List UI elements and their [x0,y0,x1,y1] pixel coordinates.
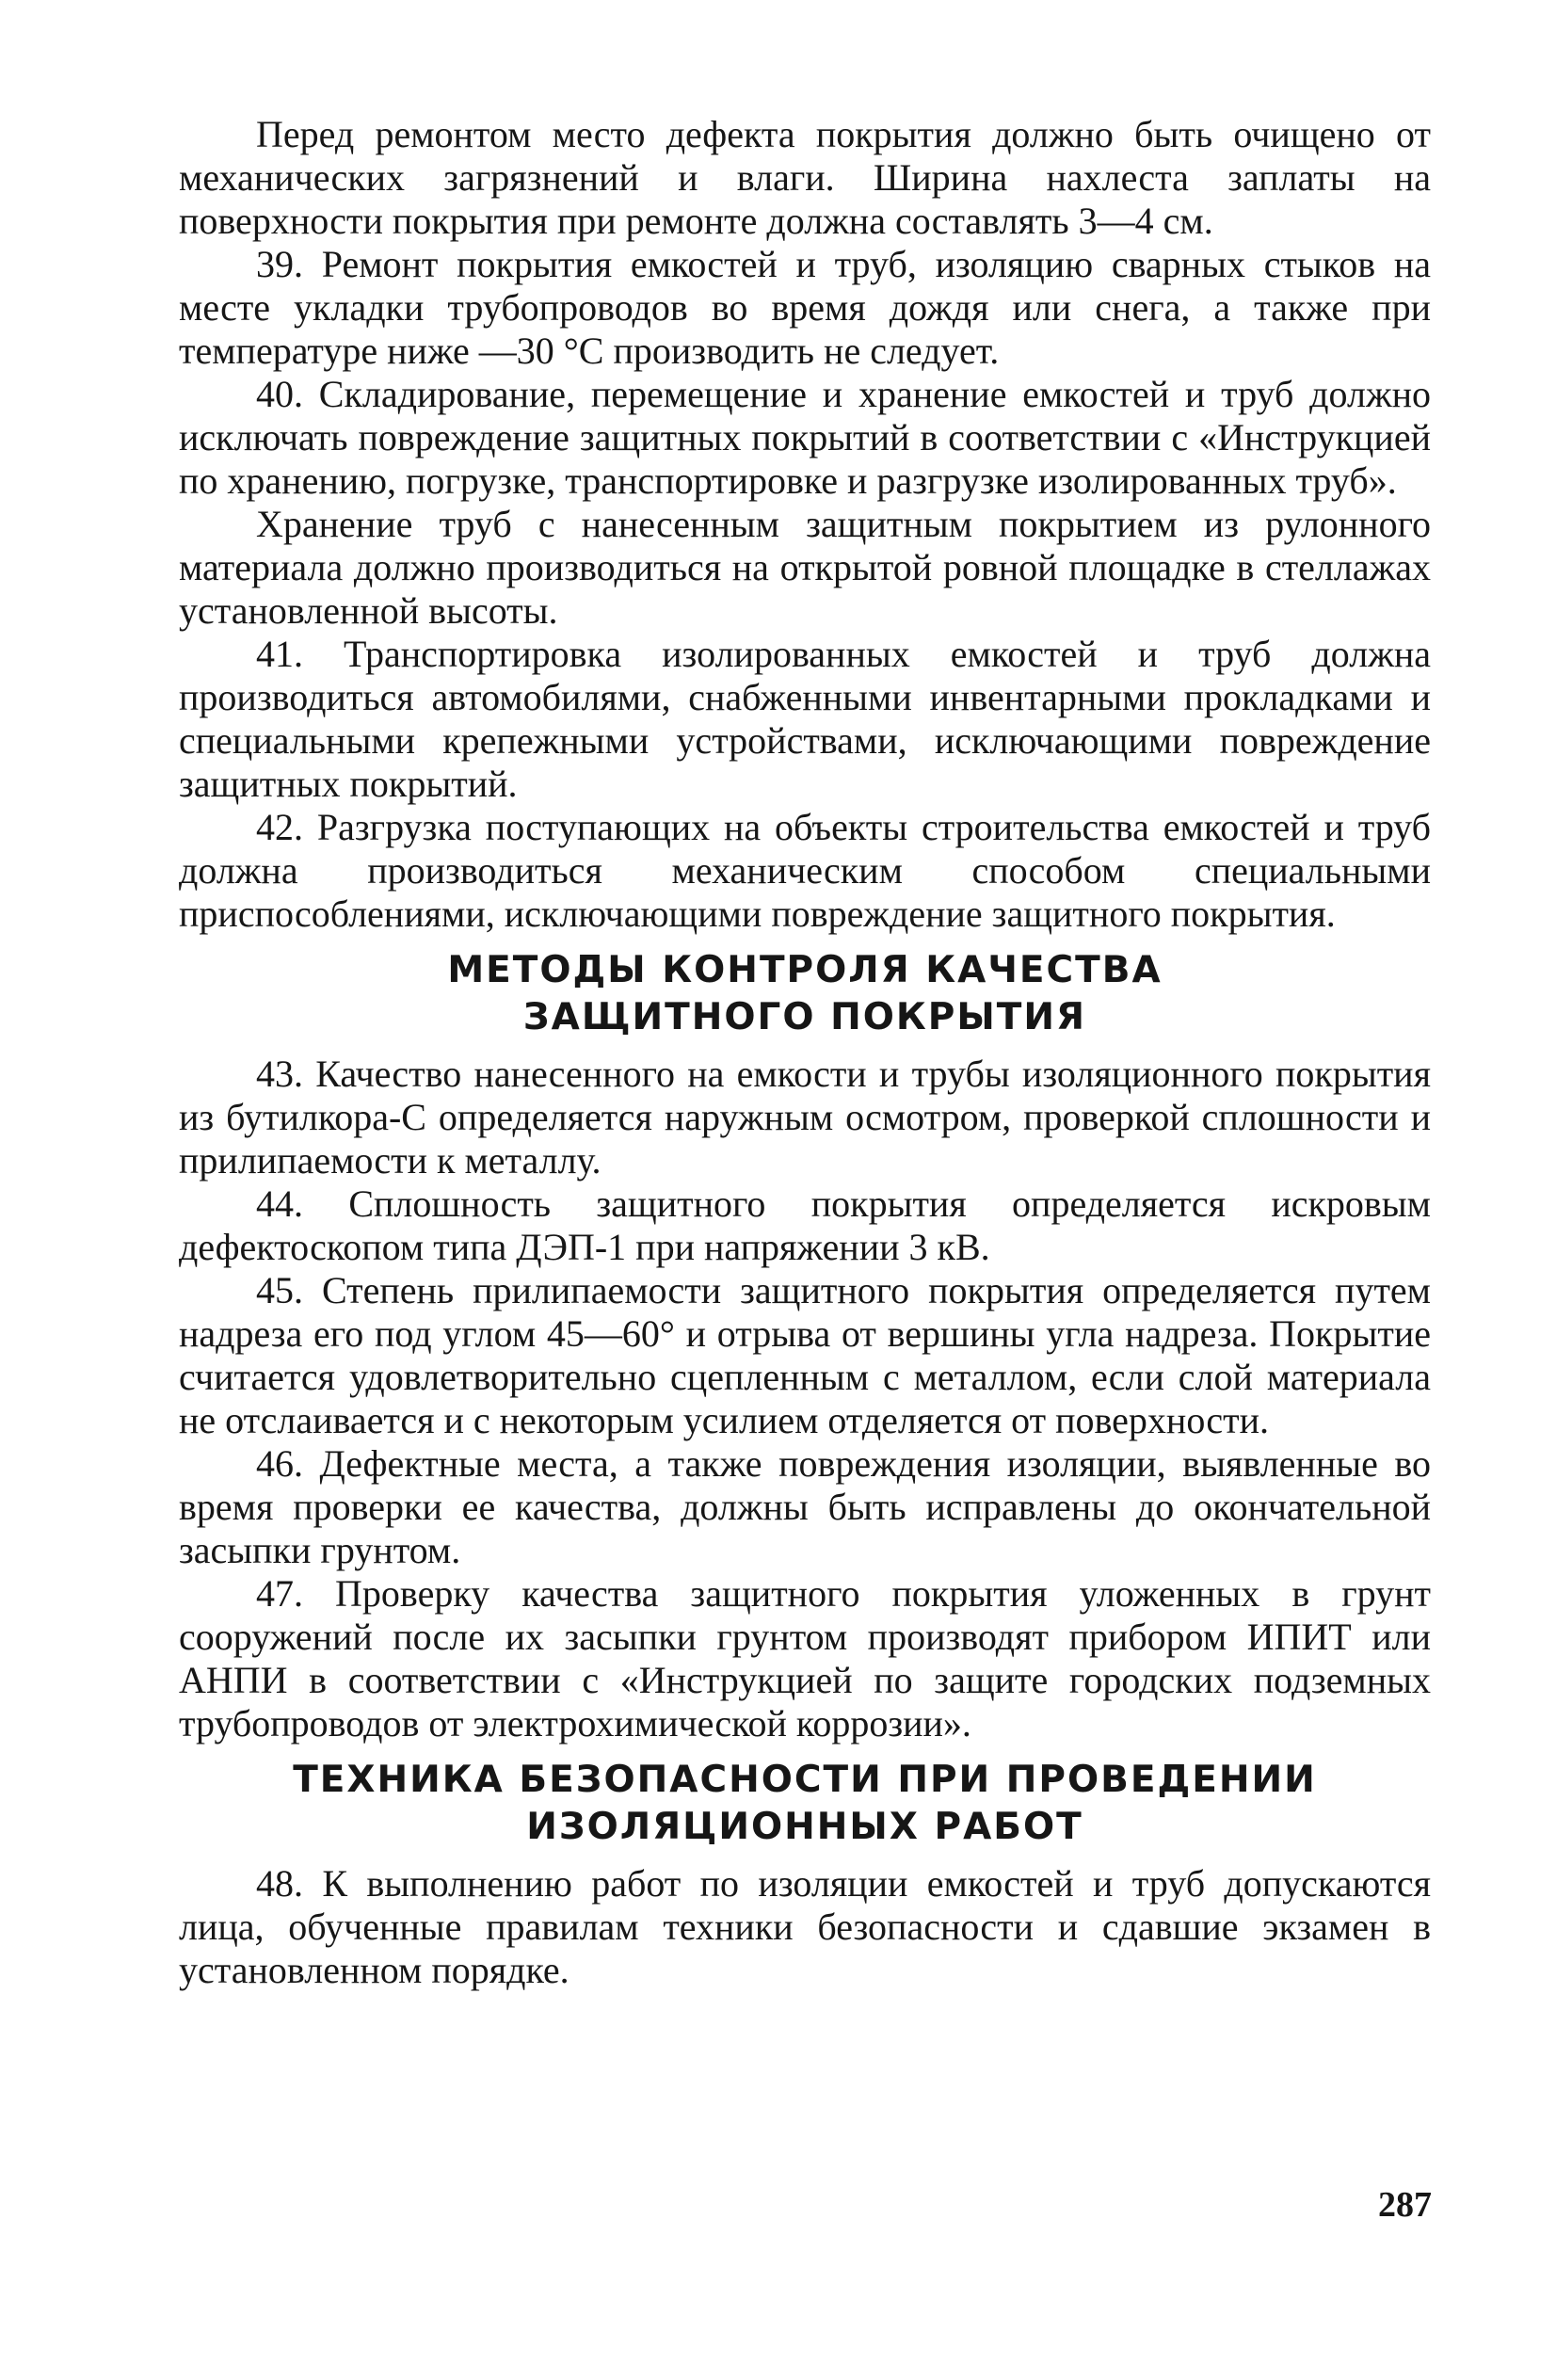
paragraph-47: 47. Проверку качества защитного покрытия уложенных в грунт сооружений после их засыпки грунтом производят прибором ИПИТ или АНПИ в соответствии с «Инструкцией по защите городских подземных трубопроводов от электрохимической коррозии». [179,1572,1431,1745]
section-heading-line: ЗАЩИТНОГО ПОКРЫТИЯ [522,996,1087,1038]
paragraph-intro: Перед ремонтом место дефекта покрытия должно быть очищено от механических загрязнений и влаги. Ширина нахлеста заплаты на поверхности покрытия при ремонте должна составлять 3—4 см. [179,113,1431,242]
section-heading-quality-control [179,947,1431,1041]
paragraph-40: 40. Складирование, перемещение и хранение емкостей и труб должно исключать повреждение защитных покрытий в соответствии с «Инструкцией по хранению, погрузке, транспортировке и разгрузке изолированных труб». [179,373,1431,502]
page-number: 287 [1378,2185,1432,2225]
paragraph-45: 45. Степень прилипаемости защитного покрытия определяется путем надреза его под углом 45—60° и отрыва от вершины угла надреза. Покрытие считается удовлетворительно сцепленным с металлом, если слой материала не отслаивается и с некоторым усилием отделяется от поверхности. [179,1269,1431,1441]
section-heading-safety [179,1757,1431,1851]
paragraph-40-storage: Хранение труб с нанесенным защитным покрытием из рулонного материала должно производиться на открытой ровной площадке в стеллажах установленной высоты. [179,503,1431,632]
section-heading-line: МЕТОДЫ КОНТРОЛЯ КАЧЕСТВА [447,949,1163,991]
paragraph-44: 44. Сплошность защитного покрытия определяется искровым дефектоскопом типа ДЭП-1 при напряжении 3 кВ. [179,1182,1431,1268]
paragraph-39: 39. Ремонт покрытия емкостей и труб, изоляцию сварных стыков на месте укладки трубопроводов во время дождя или снега, а также при температуре ниже —30 °С производить не следует. [179,243,1431,372]
paragraph-48: 48. К выполнению работ по изоляции емкостей и труб допускаются лица, обученные правилам техники безопасности и сдавшие экзамен в установленном порядке. [179,1862,1431,1991]
document-page [179,113,1431,1992]
section-heading-line: ТЕХНИКА БЕЗОПАСНОСТИ ПРИ ПРОВЕДЕНИИ [293,1759,1317,1801]
paragraph-42: 42. Разгрузка поступающих на объекты строительства емкостей и труб должна производиться механическим способом специальными приспособлениями, исключающими повреждение защитного покрытия. [179,806,1431,935]
section-heading-line: ИЗОЛЯЦИОННЫХ РАБОТ [526,1806,1083,1848]
paragraph-46: 46. Дефектные места, а также повреждения изоляции, выявленные во время проверки ее качества, должны быть исправлены до окончательной засыпки грунтом. [179,1442,1431,1571]
paragraph-43: 43. Качество нанесенного на емкости и трубы изоляционного покрытия из бутилкора-С определяется наружным осмотром, проверкой сплошности и прилипаемости к металлу. [179,1053,1431,1182]
paragraph-41: 41. Транспортировка изолированных емкостей и труб должна производиться автомобилями, снабженными инвентарными прокладками и специальными крепежными устройствами, исключающими повреждение защитных покрытий. [179,633,1431,805]
